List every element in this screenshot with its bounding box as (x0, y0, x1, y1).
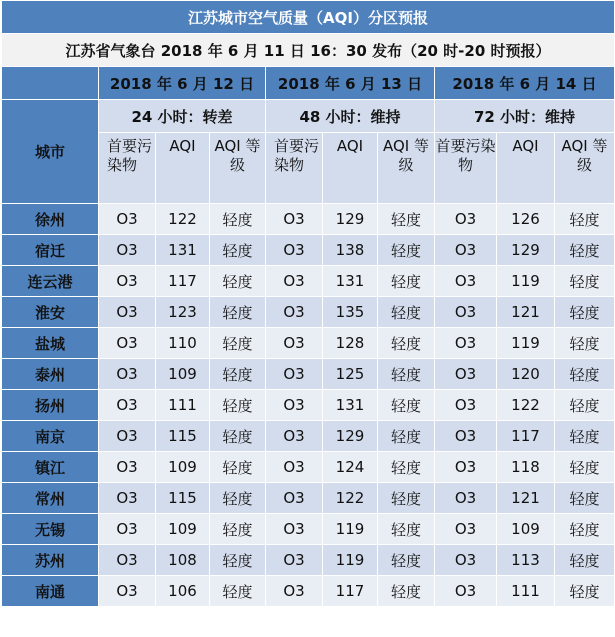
aqi-day-3: 121 (497, 297, 555, 328)
date-row (2, 67, 615, 100)
pollutant-day-1: O3 (99, 359, 156, 390)
header-pollutant: 首要污染物 (435, 133, 497, 204)
level-day-3: 轻度 (555, 266, 615, 297)
city-name: 连云港 (2, 266, 99, 297)
level-day-2: 轻度 (378, 266, 435, 297)
pollutant-day-1: O3 (99, 328, 156, 359)
aqi-day-3: 120 (497, 359, 555, 390)
aqi-day-1: 131 (156, 235, 210, 266)
header-aqi: AQI (497, 133, 555, 204)
aqi-day-1: 115 (156, 421, 210, 452)
table-row (2, 576, 615, 607)
aqi-day-1: 110 (156, 328, 210, 359)
aqi-day-2: 129 (323, 204, 378, 235)
pollutant-day-3: O3 (435, 514, 497, 545)
table-row (2, 514, 615, 545)
level-day-3: 轻度 (555, 359, 615, 390)
pollutant-day-1: O3 (99, 452, 156, 483)
table-row (2, 545, 615, 576)
city-name: 盐城 (2, 328, 99, 359)
table-row (2, 235, 615, 266)
aqi-day-1: 122 (156, 204, 210, 235)
aqi-day-2: 131 (323, 266, 378, 297)
date-day-1: 2018 年 6 月 12 日 (99, 67, 266, 100)
aqi-day-1: 108 (156, 545, 210, 576)
pollutant-day-2: O3 (266, 204, 323, 235)
level-day-2: 轻度 (378, 483, 435, 514)
aqi-day-3: 122 (497, 390, 555, 421)
pollutant-day-1: O3 (99, 421, 156, 452)
level-day-3: 轻度 (555, 545, 615, 576)
pollutant-day-1: O3 (99, 576, 156, 607)
corner-cell (2, 67, 99, 100)
level-day-3: 轻度 (555, 421, 615, 452)
pollutant-day-2: O3 (266, 297, 323, 328)
aqi-day-3: 113 (497, 545, 555, 576)
level-day-2: 轻度 (378, 545, 435, 576)
city-name: 南京 (2, 421, 99, 452)
aqi-day-3: 121 (497, 483, 555, 514)
level-day-3: 轻度 (555, 235, 615, 266)
pollutant-day-2: O3 (266, 328, 323, 359)
subtitle-row (2, 34, 615, 67)
aqi-day-3: 117 (497, 421, 555, 452)
level-day-2: 轻度 (378, 359, 435, 390)
trend-day-2: 48 小时：维持 (266, 100, 435, 133)
aqi-forecast-table (1, 0, 615, 607)
level-day-3: 轻度 (555, 390, 615, 421)
city-name: 苏州 (2, 545, 99, 576)
trend-day-1: 24 小时：转差 (99, 100, 266, 133)
city-name: 淮安 (2, 297, 99, 328)
level-day-2: 轻度 (378, 452, 435, 483)
pollutant-day-3: O3 (435, 328, 497, 359)
pollutant-day-1: O3 (99, 390, 156, 421)
pollutant-day-2: O3 (266, 514, 323, 545)
header-level: AQI 等级 (378, 133, 435, 204)
table-row (2, 483, 615, 514)
level-day-1: 轻度 (210, 390, 266, 421)
aqi-day-2: 119 (323, 514, 378, 545)
pollutant-day-2: O3 (266, 576, 323, 607)
level-day-2: 轻度 (378, 235, 435, 266)
aqi-day-1: 111 (156, 390, 210, 421)
city-name: 常州 (2, 483, 99, 514)
header-level: AQI 等级 (555, 133, 615, 204)
table-row (2, 421, 615, 452)
level-day-1: 轻度 (210, 514, 266, 545)
table-row (2, 359, 615, 390)
level-day-1: 轻度 (210, 297, 266, 328)
aqi-day-1: 115 (156, 483, 210, 514)
pollutant-day-2: O3 (266, 390, 323, 421)
header-aqi: AQI (323, 133, 378, 204)
aqi-day-1: 109 (156, 452, 210, 483)
aqi-day-3: 111 (497, 576, 555, 607)
pollutant-day-3: O3 (435, 576, 497, 607)
level-day-2: 轻度 (378, 421, 435, 452)
pollutant-day-3: O3 (435, 204, 497, 235)
pollutant-day-2: O3 (266, 266, 323, 297)
trend-row (2, 100, 615, 133)
city-column-header: 城市 (2, 100, 99, 204)
pollutant-day-3: O3 (435, 235, 497, 266)
aqi-day-2: 119 (323, 545, 378, 576)
aqi-day-2: 125 (323, 359, 378, 390)
level-day-1: 轻度 (210, 266, 266, 297)
table-row (2, 297, 615, 328)
table-row (2, 204, 615, 235)
level-day-2: 轻度 (378, 328, 435, 359)
title-row (2, 1, 615, 34)
header-pollutant: 首要污染物 (266, 133, 323, 204)
pollutant-day-1: O3 (99, 483, 156, 514)
pollutant-day-3: O3 (435, 359, 497, 390)
date-day-3: 2018 年 6 月 14 日 (435, 67, 615, 100)
aqi-day-2: 138 (323, 235, 378, 266)
pollutant-day-1: O3 (99, 235, 156, 266)
aqi-day-1: 117 (156, 266, 210, 297)
table-row (2, 266, 615, 297)
issue-info: 江苏省气象台 2018 年 6 月 11 日 16：30 发布（20 时-20 时预报） (2, 34, 615, 67)
aqi-day-1: 109 (156, 514, 210, 545)
pollutant-day-2: O3 (266, 483, 323, 514)
header-aqi: AQI (156, 133, 210, 204)
aqi-day-3: 119 (497, 266, 555, 297)
pollutant-day-2: O3 (266, 545, 323, 576)
level-day-1: 轻度 (210, 545, 266, 576)
pollutant-day-3: O3 (435, 297, 497, 328)
table-row (2, 390, 615, 421)
pollutant-day-1: O3 (99, 204, 156, 235)
level-day-2: 轻度 (378, 297, 435, 328)
header-pollutant: 首要污染物 (99, 133, 156, 204)
level-day-1: 轻度 (210, 235, 266, 266)
pollutant-day-3: O3 (435, 545, 497, 576)
aqi-day-2: 131 (323, 390, 378, 421)
level-day-2: 轻度 (378, 576, 435, 607)
date-day-2: 2018 年 6 月 13 日 (266, 67, 435, 100)
level-day-3: 轻度 (555, 297, 615, 328)
city-name: 镇江 (2, 452, 99, 483)
table-row (2, 328, 615, 359)
city-name: 南通 (2, 576, 99, 607)
aqi-day-2: 122 (323, 483, 378, 514)
level-day-2: 轻度 (378, 514, 435, 545)
level-day-1: 轻度 (210, 483, 266, 514)
aqi-day-2: 117 (323, 576, 378, 607)
aqi-day-3: 109 (497, 514, 555, 545)
aqi-day-1: 123 (156, 297, 210, 328)
pollutant-day-1: O3 (99, 545, 156, 576)
level-day-1: 轻度 (210, 576, 266, 607)
level-day-1: 轻度 (210, 359, 266, 390)
level-day-3: 轻度 (555, 483, 615, 514)
pollutant-day-3: O3 (435, 390, 497, 421)
level-day-1: 轻度 (210, 204, 266, 235)
aqi-day-2: 128 (323, 328, 378, 359)
city-name: 无锡 (2, 514, 99, 545)
level-day-1: 轻度 (210, 328, 266, 359)
aqi-day-2: 129 (323, 421, 378, 452)
level-day-2: 轻度 (378, 390, 435, 421)
aqi-day-3: 119 (497, 328, 555, 359)
pollutant-day-1: O3 (99, 297, 156, 328)
pollutant-day-3: O3 (435, 421, 497, 452)
aqi-day-3: 129 (497, 235, 555, 266)
aqi-day-1: 109 (156, 359, 210, 390)
pollutant-day-2: O3 (266, 452, 323, 483)
pollutant-day-2: O3 (266, 235, 323, 266)
level-day-3: 轻度 (555, 514, 615, 545)
table-row (2, 452, 615, 483)
table-title: 江苏城市空气质量（AQI）分区预报 (2, 1, 615, 34)
header-level: AQI 等级 (210, 133, 266, 204)
pollutant-day-3: O3 (435, 266, 497, 297)
pollutant-day-2: O3 (266, 421, 323, 452)
level-day-1: 轻度 (210, 421, 266, 452)
pollutant-day-1: O3 (99, 514, 156, 545)
pollutant-day-2: O3 (266, 359, 323, 390)
level-day-3: 轻度 (555, 452, 615, 483)
trend-day-3: 72 小时：维持 (435, 100, 615, 133)
aqi-day-2: 135 (323, 297, 378, 328)
level-day-2: 轻度 (378, 204, 435, 235)
aqi-day-3: 118 (497, 452, 555, 483)
pollutant-day-1: O3 (99, 266, 156, 297)
aqi-day-2: 124 (323, 452, 378, 483)
level-day-3: 轻度 (555, 204, 615, 235)
level-day-1: 轻度 (210, 452, 266, 483)
level-day-3: 轻度 (555, 576, 615, 607)
level-day-3: 轻度 (555, 328, 615, 359)
city-name: 扬州 (2, 390, 99, 421)
city-name: 徐州 (2, 204, 99, 235)
city-name: 宿迁 (2, 235, 99, 266)
pollutant-day-3: O3 (435, 483, 497, 514)
aqi-day-3: 126 (497, 204, 555, 235)
aqi-day-1: 106 (156, 576, 210, 607)
pollutant-day-3: O3 (435, 452, 497, 483)
city-name: 泰州 (2, 359, 99, 390)
